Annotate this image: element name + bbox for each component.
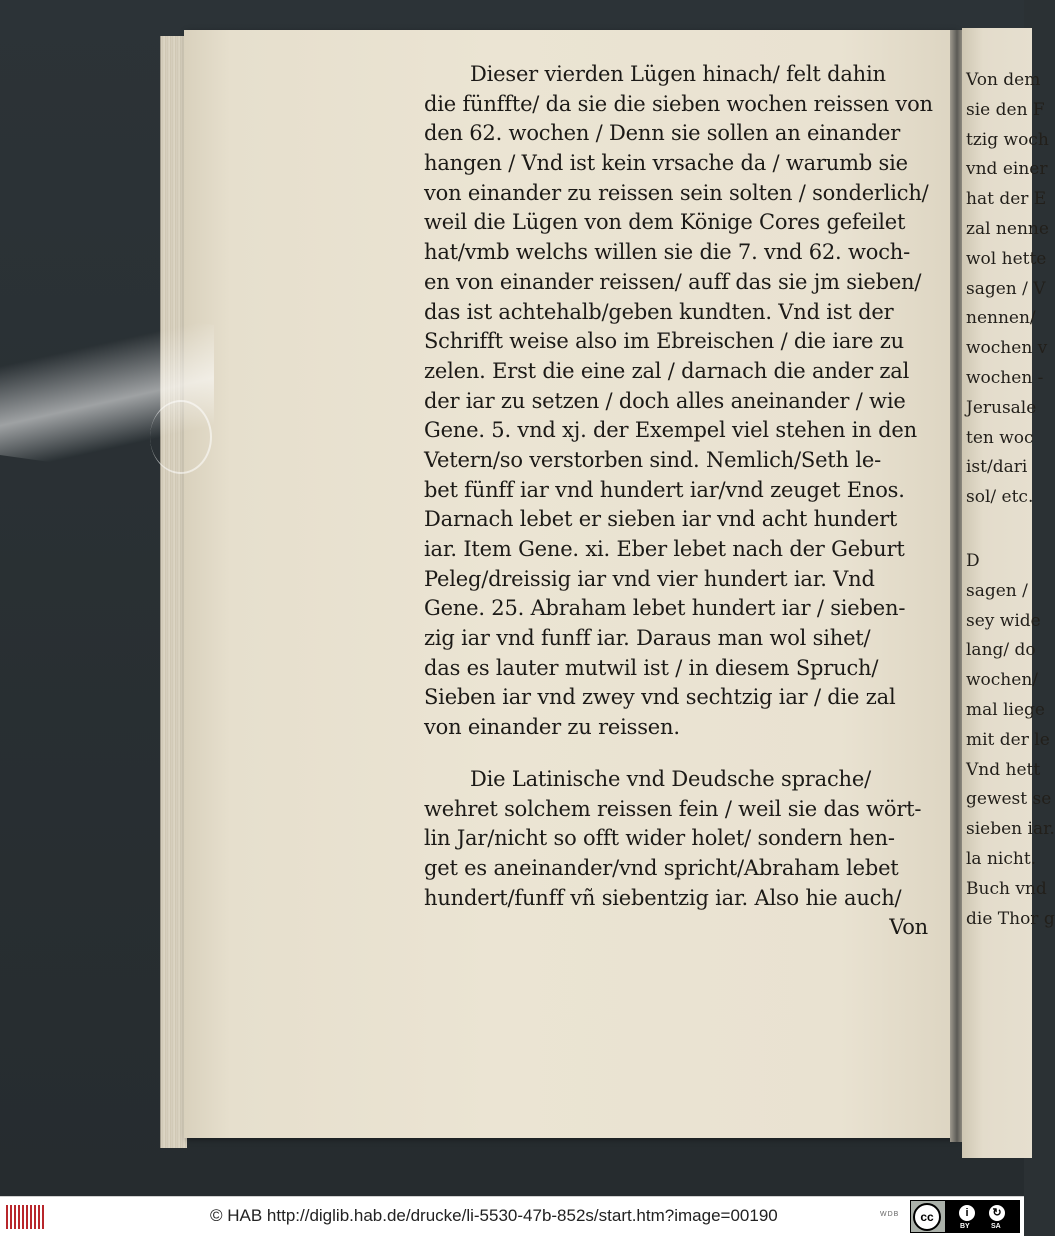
main-text-block (424, 60, 944, 943)
right-text-line: wochen/ (966, 670, 1038, 691)
right-text-block-1 (966, 66, 1055, 513)
right-text-line: ist/dari (966, 457, 1028, 478)
right-text-line: sagen / V (966, 278, 1046, 299)
right-text-line: ten woc (966, 427, 1034, 448)
text-line: en von einander reissen/ auff das sie jm sieben/ (424, 269, 922, 294)
text-line: Gene. 25. Abraham lebet hundert iar / sieben- (424, 596, 906, 621)
right-text-line: nennen/ (966, 308, 1036, 329)
right-text-line: Von dem (966, 70, 1041, 90)
text-line: Die Latinische vnd Deudsche sprache/ (470, 766, 871, 791)
person-icon: i (957, 1203, 977, 1223)
right-text-line: sagen / (966, 580, 1028, 601)
right-text-line: die Thor g (966, 908, 1055, 929)
right-text-line: wochen v (966, 338, 1048, 359)
catchword: Von (889, 915, 928, 940)
copyright-url-text[interactable]: © HAB http://diglib.hab.de/drucke/li-5530-47b-852s/start.htm?image=00190 (210, 1206, 778, 1225)
right-text-line: vnd einer (966, 159, 1048, 180)
right-text-line: gewest se (966, 789, 1052, 810)
text-line: von einander zu reissen. (424, 715, 680, 740)
text-line: Gene. 5. vnd xj. der Exempel viel stehen in den (424, 418, 917, 443)
right-text-line: Buch vnd (966, 878, 1047, 899)
footer-bar (0, 1196, 1024, 1236)
text-line: lin Jar/nicht so offt wider holet/ sondern hen- (424, 826, 895, 851)
right-text-line: Jerusale (966, 397, 1037, 418)
text-line: iar. Item Gene. xi. Eber lebet nach der Geburt (424, 537, 905, 561)
text-line: hat/vmb welchs willen sie die 7. vnd 62. woch- (424, 240, 911, 265)
left-page-edges (160, 36, 187, 1148)
cc-icon: cc (913, 1203, 941, 1231)
right-text-line: zal nenne (966, 218, 1049, 239)
right-page-text (966, 66, 1055, 934)
right-text-line: hat der E (966, 189, 1047, 210)
right-text-line: lang/ do (966, 640, 1036, 661)
right-text-line: D (966, 550, 980, 571)
text-line: Vetern/so verstorben sind. Nemlich/Seth le- (424, 447, 881, 472)
share-alike-icon: ↻ (987, 1203, 1007, 1223)
glare-reflection-tip (150, 400, 212, 474)
right-text-line: mal liege (966, 699, 1045, 720)
text-line: wehret solchem reissen fein / weil sie das wört- (424, 796, 922, 821)
right-text-line: la nicht. (966, 848, 1037, 869)
text-line: die fünffte/ da sie die sieben wochen reissen von (424, 91, 933, 116)
right-text-line: tzig woch (966, 129, 1049, 150)
paragraph-1 (424, 60, 944, 743)
text-line: Schrifft weise also im Ebreischen / die iare zu (424, 329, 904, 354)
text-line: das es lauter mutwil ist / in diesem Spruch/ (424, 655, 879, 680)
right-text-line: Vnd hett (966, 759, 1041, 780)
text-line: bet fünff iar vnd hundert iar/vnd zeuget Enos. (424, 477, 905, 502)
right-text-line: mit der le (966, 729, 1050, 750)
hab-logo-icon[interactable] (6, 1205, 44, 1229)
right-text-line: sie den F (966, 99, 1045, 120)
text-line: Darnach lebet er sieben iar vnd acht hundert (424, 507, 898, 532)
text-line: das ist achtehalb/geben kundten. Vnd ist der (424, 299, 894, 324)
cc-license-badge[interactable] (910, 1200, 1020, 1233)
text-line: von einander zu reissen sein solten / sonderlich/ (424, 180, 929, 205)
text-line: Dieser vierden Lügen hinach/ felt dahin (470, 62, 886, 86)
right-text-line: sol/ etc. (966, 487, 1034, 508)
right-text-line: wochen - (966, 367, 1044, 388)
text-line: hangen / Vnd ist kein vrsache da / warumb sie (424, 151, 908, 176)
text-line: hundert/funff vñ siebentzig iar. Also hie auch/ (424, 885, 902, 910)
right-page (962, 28, 1055, 1158)
text-line: zig iar vnd funff iar. Daraus man wol sihet/ (424, 626, 871, 651)
text-line: weil die Lügen von dem Könige Cores gefeilet (424, 210, 906, 235)
text-line: zelen. Erst die eine zal / darnach die ander zal (424, 358, 910, 383)
text-line: Peleg/dreissig iar vnd vier hundert iar. Vnd (424, 566, 875, 591)
paragraph-2 (424, 765, 944, 913)
sa-label: SA (991, 1223, 1001, 1230)
wdb-mark: WDB (880, 1211, 900, 1218)
text-line: get es aneinander/vnd spricht/Abraham lebet (424, 855, 899, 880)
text-line: den 62. wochen / Denn sie sollen an einander (424, 121, 901, 146)
by-label: BY (960, 1223, 970, 1230)
right-text-line: sieben iar. (966, 819, 1055, 840)
right-text-line: sey wide (966, 610, 1041, 631)
text-line: Sieben iar vnd zwey vnd sechtzig iar / die zal (424, 685, 896, 710)
right-text-block-2 (966, 547, 1055, 934)
text-line: der iar zu setzen / doch alles aneinander / wie (424, 388, 906, 413)
right-text-line: wol hette (966, 248, 1047, 269)
